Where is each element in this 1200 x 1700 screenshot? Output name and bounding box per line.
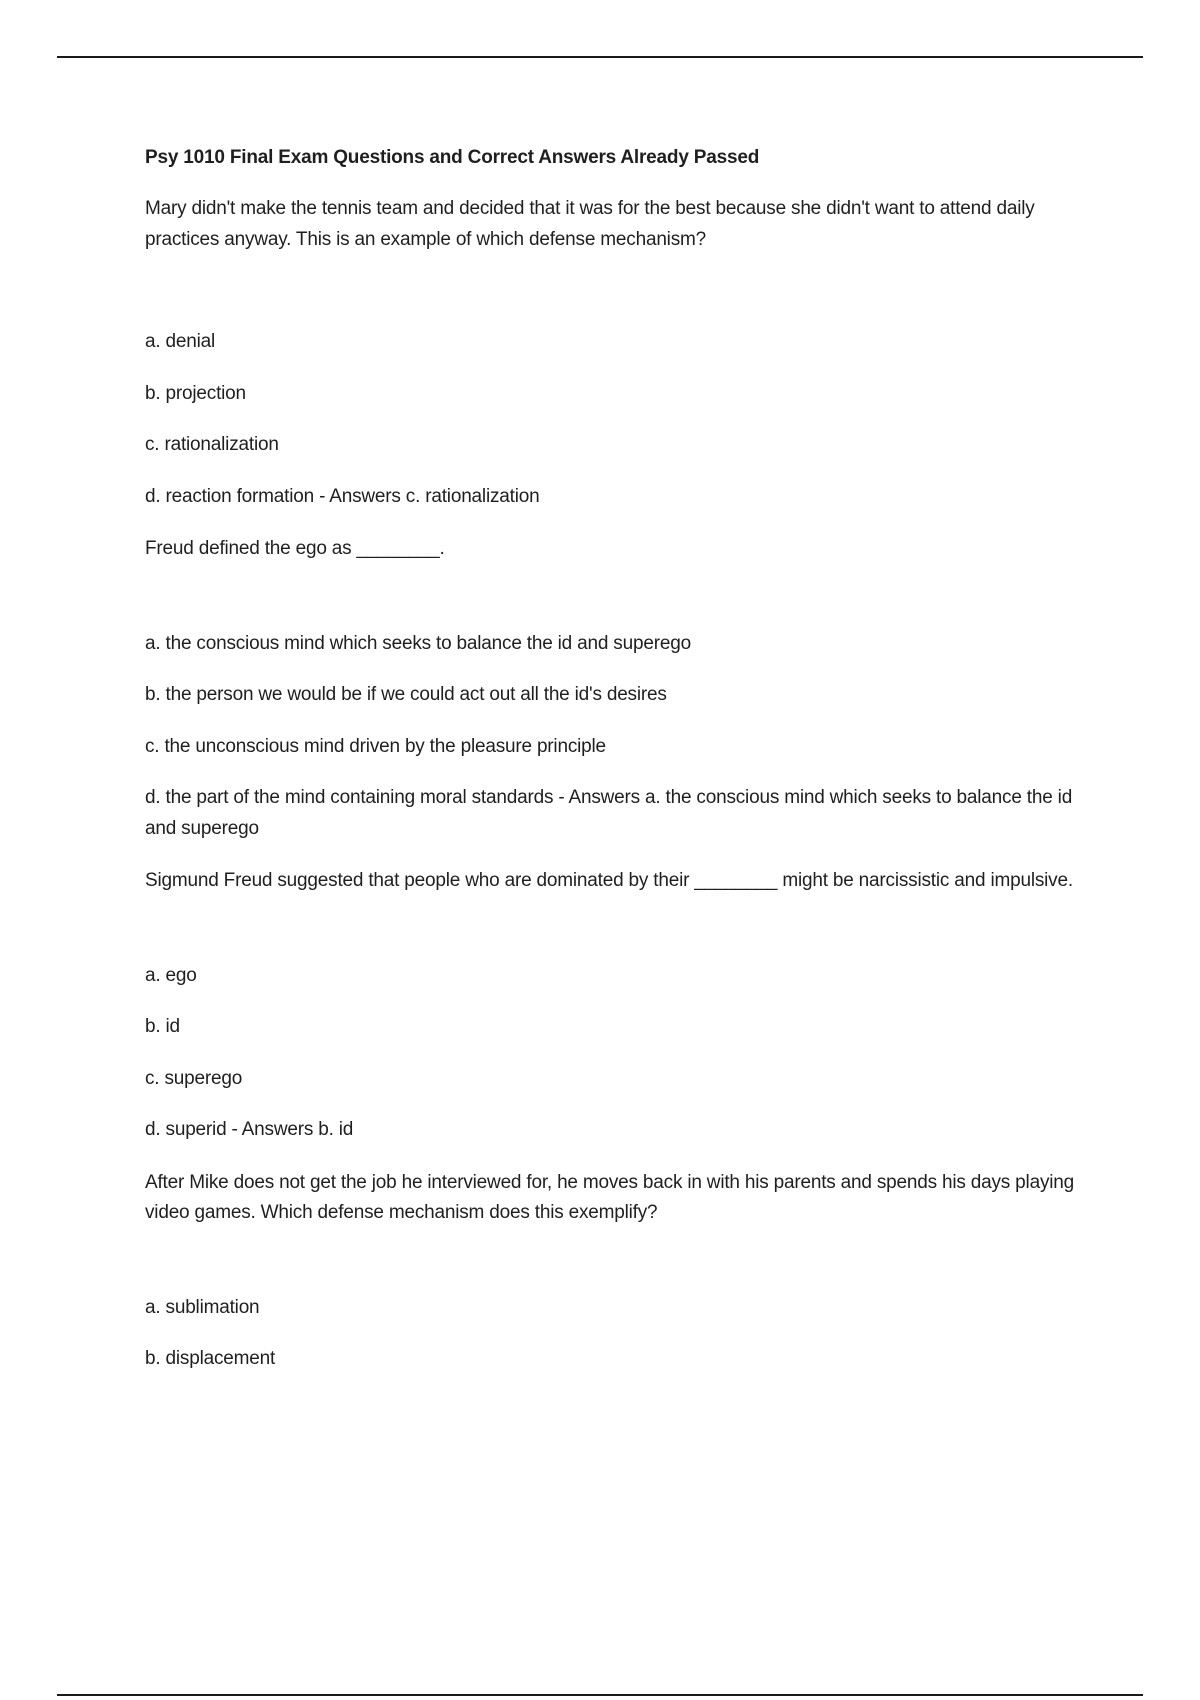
question-block <box>145 194 1075 512</box>
question-text: Sigmund Freud suggested that people who are dominated by their ________ might be narcissistic and impulsive. <box>145 870 1073 891</box>
answer-option: a. the conscious mind which seeks to balance the id and superego <box>145 632 691 654</box>
answer-option: b. displacement <box>145 1348 276 1369</box>
answer-option-with-key: d. reaction formation - Answers c. rationalization <box>145 485 540 507</box>
answer-option: b. the person we would be if we could act out all the id's desires <box>145 684 667 705</box>
document-body <box>145 146 1075 1396</box>
answer-option: a. ego <box>145 964 197 986</box>
answer-option: a. sublimation <box>145 1296 260 1318</box>
answer-option: c. rationalization <box>145 434 279 455</box>
answer-option: b. id <box>145 1016 180 1037</box>
footer-rule <box>57 1694 1143 1696</box>
question-text: Mary didn't make the tennis team and decided that it was for the best because she didn't want to attend daily practices anyway. This is an example of which defense mechanism? <box>145 198 1035 250</box>
answer-option: c. the unconscious mind driven by the pleasure principle <box>145 735 606 757</box>
answer-option: b. projection <box>145 382 246 404</box>
question-block <box>145 534 1075 844</box>
document-title: Psy 1010 Final Exam Questions and Correct Answers Already Passed <box>145 147 760 168</box>
answer-option-with-key: d. the part of the mind containing moral standards - Answers a. the conscious mind which seeks to balance the id and superego <box>145 787 1073 839</box>
answer-option: c. superego <box>145 1067 243 1089</box>
header-rule <box>57 56 1143 58</box>
question-text: Freud defined the ego as ________. <box>145 538 445 559</box>
question-text: After Mike does not get the job he interviewed for, he moves back in with his parents and spends his days playing video games. Which defense mechanism does this exemplify? <box>145 1171 1074 1223</box>
question-block <box>145 1168 1075 1375</box>
answer-option: a. denial <box>145 331 216 352</box>
question-block <box>145 866 1075 1146</box>
answer-option-with-key: d. superid - Answers b. id <box>145 1119 354 1140</box>
